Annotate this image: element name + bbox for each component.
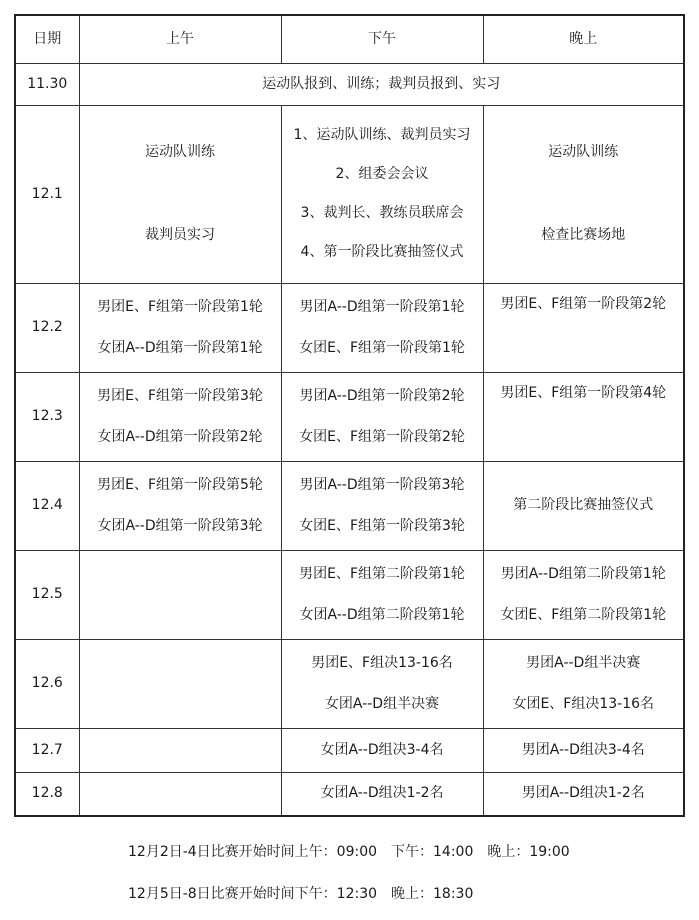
merged-cell: 运动队报到、训练；裁判员报到、实习 [79, 63, 684, 105]
note-start-times-dec-5-8: 12月5日-8日比赛开始时间下午：12:30 晚上：18:30 [128, 886, 474, 902]
afternoon-cell [281, 372, 483, 461]
afternoon-cell [281, 105, 483, 283]
event-text: 女团E、F组第二阶段第1轮 [500, 606, 667, 623]
event-text: 2、组委会会议 [335, 166, 429, 183]
event-text: 男团A--D组决1-2名 [521, 785, 645, 802]
event-text: 男团E、F组第一阶段第5轮 [97, 476, 263, 493]
afternoon-cell [281, 639, 483, 728]
date-cell: 12.4 [15, 461, 79, 550]
event-text: 女团E、F组第一阶段第3轮 [299, 517, 465, 534]
header-morning: 上午 [79, 15, 281, 63]
header-row [15, 15, 684, 63]
event-text: 女团A--D组决1-2名 [320, 785, 444, 802]
event-text: 1、运动队训练、裁判员实习 [293, 127, 471, 144]
afternoon-cell [281, 461, 483, 550]
evening-cell [483, 105, 684, 283]
event-text: 男团A--D组第一阶段第1轮 [299, 298, 465, 315]
event-text: 裁判员实习 [145, 227, 215, 243]
date-cell: 11.30 [15, 63, 79, 105]
table-row [15, 372, 684, 461]
event-text: 3、裁判长、教练员联席会 [300, 205, 464, 221]
event-text: 男团A--D组第一阶段第3轮 [299, 476, 465, 493]
evening-cell [483, 372, 684, 461]
evening-cell [483, 283, 684, 372]
date-cell: 12.6 [15, 639, 79, 728]
event-text: 女团E、F组决13-16名 [512, 695, 655, 712]
morning-cell [79, 550, 281, 639]
event-text: 女团A--D组决3-4名 [320, 741, 444, 758]
table-row [15, 639, 684, 728]
morning-cell [79, 461, 281, 550]
date-cell: 12.3 [15, 372, 79, 461]
header-evening: 晚上 [483, 15, 684, 63]
schedule-table [14, 14, 685, 817]
header-afternoon: 下午 [281, 15, 483, 63]
event-text: 男团E、F组第一阶段第4轮 [500, 384, 667, 401]
afternoon-cell [281, 728, 483, 772]
morning-cell [79, 772, 281, 816]
schedule-notes [128, 842, 688, 904]
event-text: 女团A--D组第二阶段第1轮 [299, 606, 465, 623]
evening-cell [483, 461, 684, 550]
event-text: 4、第一阶段比赛抽签仪式 [300, 243, 464, 260]
event-text: 男团E、F组第一阶段第1轮 [97, 298, 263, 315]
event-text: 男团E、F组第一阶段第2轮 [500, 295, 667, 312]
event-text: 女团E、F组第一阶段第1轮 [299, 339, 465, 356]
event-text: 第二阶段比赛抽签仪式 [513, 497, 654, 514]
table-row [15, 63, 684, 105]
table-row [15, 461, 684, 550]
afternoon-cell [281, 283, 483, 372]
event-text: 男团E、F组第二阶段第1轮 [299, 565, 465, 582]
date-cell: 12.5 [15, 550, 79, 639]
evening-cell [483, 550, 684, 639]
event-text: 男团E、F组第一阶段第3轮 [97, 387, 263, 404]
morning-cell [79, 639, 281, 728]
evening-cell [483, 772, 684, 816]
table-row [15, 105, 684, 283]
table-row [15, 283, 684, 372]
event-text: 女团A--D组半决赛 [324, 695, 440, 712]
table-row [15, 728, 684, 772]
event-text: 男团A--D组第二阶段第1轮 [500, 565, 666, 582]
event-text: 女团A--D组第一阶段第2轮 [97, 428, 263, 445]
event-text: 运动队训练 [548, 144, 619, 161]
event-text: 男团A--D组第一阶段第2轮 [299, 387, 465, 404]
table-row [15, 550, 684, 639]
date-cell: 12.8 [15, 772, 79, 816]
event-text: 女团A--D组第一阶段第1轮 [97, 339, 263, 356]
morning-cell [79, 283, 281, 372]
afternoon-cell [281, 550, 483, 639]
afternoon-cell [281, 772, 483, 816]
date-cell: 12.7 [15, 728, 79, 772]
morning-cell [79, 372, 281, 461]
evening-cell [483, 639, 684, 728]
table-row [15, 772, 684, 816]
event-text: 检查比赛场地 [541, 227, 626, 243]
morning-cell [79, 728, 281, 772]
event-text: 男团A--D组半决赛 [526, 654, 641, 671]
date-cell: 12.2 [15, 283, 79, 372]
evening-cell [483, 728, 684, 772]
event-text: 女团A--D组第一阶段第3轮 [97, 517, 263, 534]
date-cell: 12.1 [15, 105, 79, 283]
morning-cell [79, 105, 281, 283]
event-text: 男团E、F组决13-16名 [311, 654, 453, 671]
event-text: 男团A--D组决3-4名 [521, 741, 645, 758]
event-text: 运动队训练 [145, 144, 215, 161]
event-text: 女团E、F组第一阶段第2轮 [299, 428, 465, 445]
note-start-times-dec-2-4: 12月2日-4日比赛开始时间上午：09:00 下午：14:00 晚上：19:00 [128, 844, 570, 860]
header-date: 日期 [15, 15, 79, 63]
